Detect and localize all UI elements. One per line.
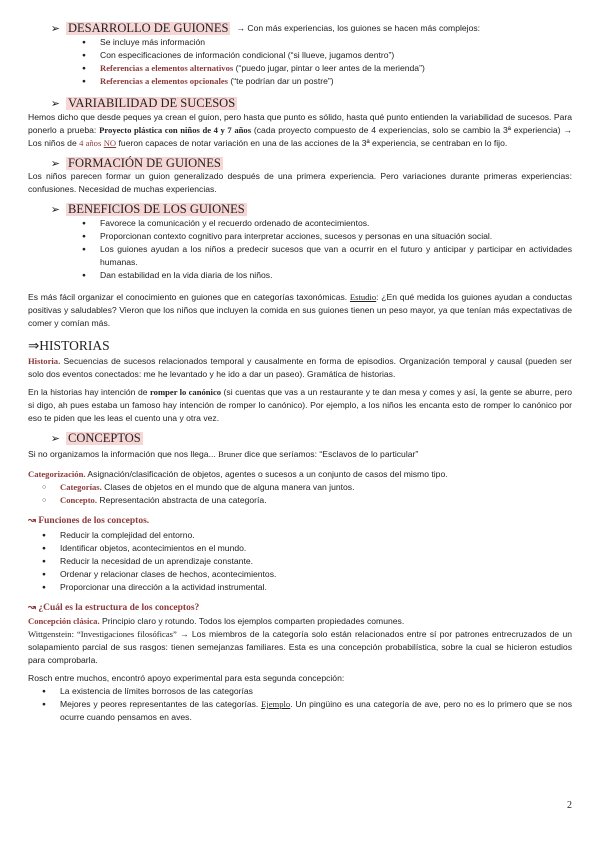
- heading-beneficios: [28, 203, 572, 216]
- list-item: ● Se incluye más información: [28, 36, 572, 49]
- list-item: ○ Categorías. Clases de objetos en el mundo que de alguna manera van juntos.: [28, 481, 572, 494]
- heading-variabilidad: [28, 97, 572, 110]
- estudio-label: Estudio: [349, 292, 377, 302]
- formacion-paragraph: Los niños parecen formar un guion generalizado después de una primera experiencia. Pero variaciones durante primeras experiencias: confusiones. Necesidad de muchas experiencias.: [28, 171, 572, 194]
- rosch-paragraph: Rosch entre muchos, encontró apoyo experimental para esta segunda concepción:: [28, 673, 345, 683]
- heading-beneficios-title: BENEFICIOS DE LOS GUIONES: [68, 202, 245, 216]
- historia-label: Historia.: [28, 356, 61, 366]
- concepcion-clasica-paragraph: Concepción clásica. Principio claro y rotundo. Todos los ejemplos comparten propiedades comunes.: [28, 616, 405, 626]
- wittgenstein-paragraph: Wittgenstein: “Investigaciones filosóficas” → Los miembros de la categoría solo están relacionados entre sí por patrones entrecruzados de un solapamiento parcial de sus rasgos: tienen semejanzas familiares. Esta es una concepción probabilística, sobre la cual se hicieron estudios para comprobarla.: [28, 629, 572, 665]
- list-item: ○ Concepto. Representación abstracta de una categoría.: [28, 494, 572, 507]
- heading-desarrollo-tail: → Con más experiencias, los guiones se hacen más complejos:: [236, 23, 481, 33]
- ejemplo-label: Ejemplo: [261, 699, 291, 709]
- wittgenstein-label: Wittgenstein: “Investigaciones filosóficas”: [28, 629, 177, 639]
- ref-opcionales-label: Referencias a elementos opcionales: [100, 76, 229, 86]
- estructura-heading: ↝ ¿Cuál es la estructura de los conceptos?: [28, 603, 200, 613]
- categorizacion-sublist: [28, 481, 572, 507]
- historia-definition: Historia. Secuencias de sucesos relacionados temporal y causalmente en forma de episodios. Organización temporal y causal (pueden ser solo dos eventos conectados: me he levantado y he ido a dar un paseo). Gramática de historias.: [28, 356, 572, 379]
- list-item: ● Referencias a elementos alternativos (“puedo jugar, pintar o leer antes de la merienda”): [28, 62, 572, 75]
- page-number: 2: [567, 800, 572, 811]
- ref-alternativos-label: Referencias a elementos alternativos: [100, 63, 234, 73]
- list-item: ● Favorece la comunicación y el recuerdo ordenado de acontecimientos.: [28, 217, 572, 230]
- arrowhead-bullet-icon: ➢: [50, 432, 60, 445]
- heading-desarrollo: [28, 22, 572, 35]
- heading-variabilidad-title: VARIABILIDAD DE SUCESOS: [68, 96, 236, 110]
- list-item: ● Con especificaciones de información condicional (“si llueve, jugamos dentro”): [28, 49, 572, 62]
- arrowhead-bullet-icon: ➢: [50, 97, 60, 110]
- rosch-list: [28, 685, 572, 724]
- heading-formacion-title: FORMACIÓN DE GUIONES: [68, 156, 221, 170]
- heading-historias: ⇒HISTORIAS: [28, 338, 110, 353]
- arrowhead-bullet-icon: ➢: [50, 22, 60, 35]
- heading-conceptos: [28, 432, 572, 445]
- list-item: ● Dan estabilidad en la vida diaria de los niños.: [28, 269, 572, 282]
- list-item: ● Mejores y peores representantes de las categorías. Ejemplo. Un pingüino es una categoría de ave, pero no es lo primero que se nos ocurre cuando pensamos en aves.: [28, 698, 572, 724]
- list-item: ● Reducir la necesidad de un aprendizaje constante.: [28, 555, 572, 568]
- heading-conceptos-title: CONCEPTOS: [68, 431, 141, 445]
- categorizacion-label: Categorización.: [28, 469, 86, 479]
- list-item: ● Ordenar y relacionar clases de hechos, acontecimientos.: [28, 568, 572, 581]
- categorizacion-paragraph: Categorización. Asignación/clasificación de objetos, agentes o sucesos a un conjunto de casos del mismo tipo.: [28, 469, 448, 479]
- concepcion-clasica-label: Concepción clásica.: [28, 616, 100, 626]
- beneficios-list: [28, 217, 572, 282]
- list-item: ● Referencias a elementos opcionales (“te podrían dar un postre”): [28, 75, 572, 88]
- heading-formacion: [28, 157, 572, 170]
- list-item: ● Identificar objetos, acontecimientos en el mundo.: [28, 542, 572, 555]
- arrowhead-bullet-icon: ➢: [50, 157, 60, 170]
- document-page: [28, 22, 572, 724]
- variabilidad-paragraph: Hemos dicho que desde peques ya crean el guion, pero hasta que punto es sólido, hasta qué punto entienden la variabilidad de sucesos. Para ponerlo a prueba: Proyecto plástica con niños de 4 y 7 años (cada proyecto compuesto de 4 experiencias, solo se cambio la 3ª experiencia) → Los niños de 4 años NO fueron capaces de notar variación en una de las acciones de la 3ª experiencia, se centraban en lo fijo.: [28, 112, 573, 148]
- list-item: ● Proporcionar una dirección a la actividad instrumental.: [28, 581, 572, 594]
- arrowhead-bullet-icon: ➢: [50, 203, 60, 216]
- heading-desarrollo-title: DESARROLLO DE GUIONES: [68, 21, 229, 35]
- desarrollo-list: [28, 36, 572, 88]
- funciones-list: [28, 529, 572, 594]
- estudio-paragraph: Es más fácil organizar el conocimiento en guiones que en categorías taxonómicas. Estudio: ¿En qué medida los guiones ayudan a conductas positivas y saludables? Vieron que los niños que incluyen la comida en sus guiones tienen un peso mayor, ya que tenían más expectativas de comer y comían más.: [28, 292, 573, 328]
- list-item: ● Proporcionan contexto cognitivo para interpretar acciones, sucesos y personas en una situación social.: [28, 230, 572, 243]
- list-item: ● Reducir la complejidad del entorno.: [28, 529, 572, 542]
- bruner-name: Bruner: [218, 449, 242, 459]
- canonico-paragraph: En la historias hay intención de romper lo canónico (si cuentas que vas a un restaurante y te dan mesa y comes y así, la gente se aburre, pero si digo, ah pues estaba un famoso hay intención de romper lo canónico). Por ejemplo, a los niños les encanta esto de romper lo canónico por eso te piden que les leas el cuento una y otra vez.: [28, 387, 572, 423]
- list-item: ● Los guiones ayudan a los niños a predecir sucesos que van a ocurrir en el futuro y anticipar y participar en actividades humanas.: [28, 243, 572, 269]
- bruner-paragraph: Si no organizamos la información que nos llega... Bruner dice que seríamos: “Esclavos de lo particular”: [28, 449, 419, 459]
- list-item: ● La existencia de límites borrosos de las categorías: [28, 685, 572, 698]
- funciones-heading: ↝ Funciones de los conceptos.: [28, 516, 150, 526]
